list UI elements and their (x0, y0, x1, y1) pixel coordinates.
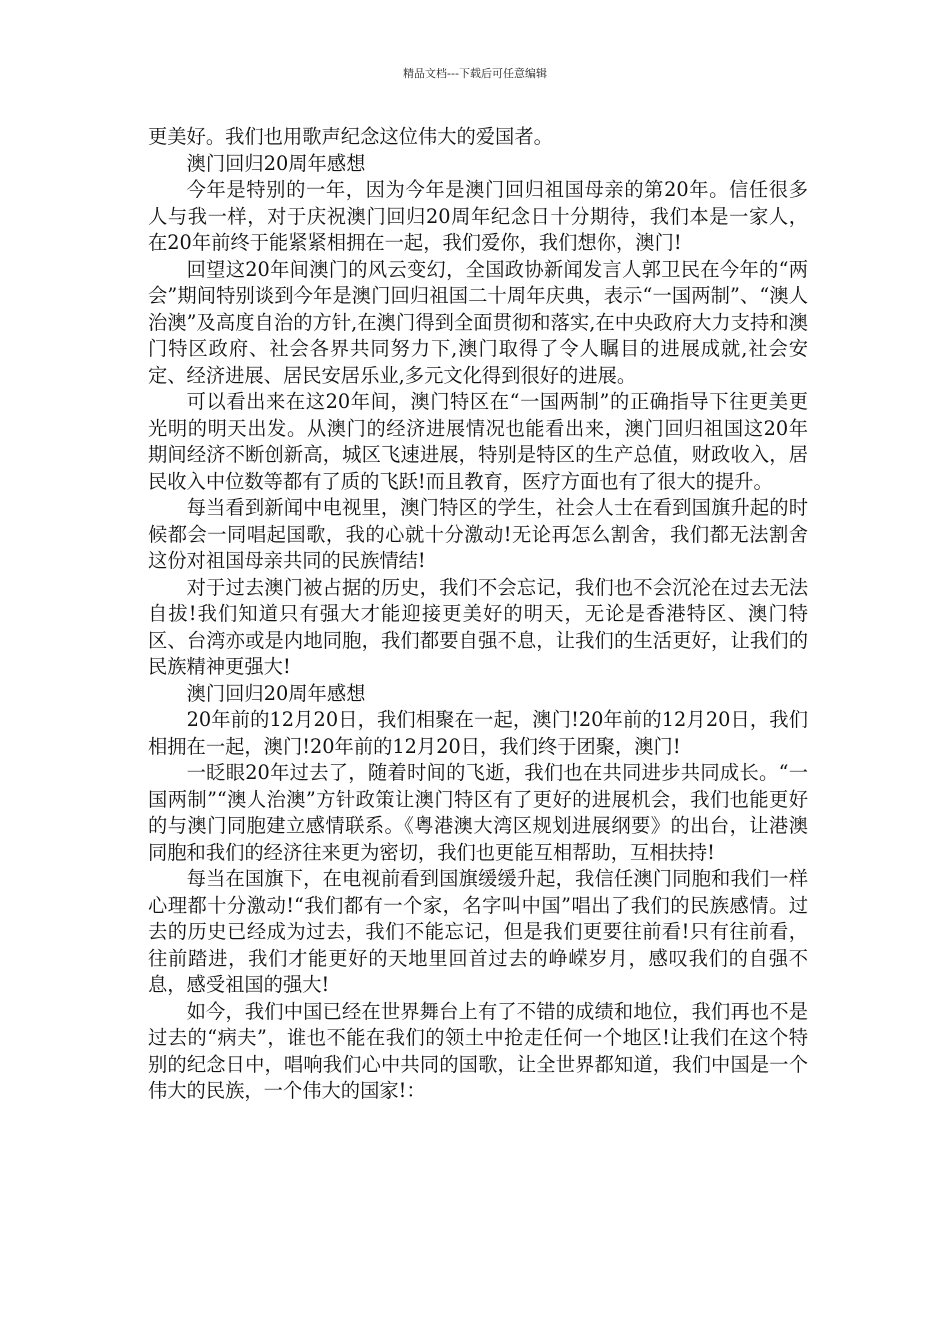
paragraph: 20年前的12月20日，我们相聚在一起，澳门!20年前的12月20日，我们相拥在一起，澳门!20年前的12月20日，我们终于团聚，澳门! (148, 708, 808, 758)
paragraph: 回望这20年间澳门的风云变幻，全国政协新闻发言人郭卫民在今年的“两会”期间特别谈到今年是澳门回归祖国二十周年庆典，表示“一国两制”、“澳人治澳”及高度自治的方针,在澳门得到全面贯彻和落实,在中央政府大力支持和澳门特区政府、社会各界共同努力下,澳门取得了令人瞩目的进展成就,社会安定、经济进展、居民安居乐业,多元文化得到很好的进展。 (148, 257, 808, 387)
paragraph-continuation: 更美好。我们也用歌声纪念这位伟大的爱国者。 (148, 125, 553, 148)
document-body (148, 124, 808, 1105)
section-title: 澳门回归20周年感想 (186, 681, 366, 705)
paragraph: 今年是特别的一年，因为今年是澳门回归祖国母亲的第20年。信任很多人与我一样，对于庆祝澳门回归20周年纪念日十分期待，我们本是一家人，在20年前终于能紧紧相拥在一起，我们爱你，我们想你，澳门! (148, 178, 808, 254)
paragraph: 一眨眼20年过去了，随着时间的飞逝，我们也在共同进步共同成长。“一国两制”“澳人治澳”方针政策让澳门特区有了更好的进展机会，我们也能更好的与澳门同胞建立感情联系。《粤港澳大湾区规划进展纲要》的出台，让港澳同胞和我们的经济往来更为密切，我们也更能互相帮助，互相扶持! (148, 761, 808, 864)
paragraph: 每当在国旗下，在电视前看到国旗缓缓升起，我信任澳门同胞和我们一样心理都十分激动!“我们都有一个家，名字叫中国”唱出了我们的民族感情。过去的历史已经成为过去，我们不能忘记，但是我们更要往前看!只有往前看，往前踏进，我们才能更好的天地里回首过去的峥嵘岁月，感叹我们的自强不息，感受祖国的强大! (148, 867, 808, 996)
paragraph: 对于过去澳门被占据的历史，我们不会忘记，我们也不会沉沦在过去无法自拔!我们知道只有强大才能迎接更美好的明天，无论是香港特区、澳门特区、台湾亦或是内地同胞，我们都要自强不息，让我们的生活更好，让我们的民族精神更强大! (148, 575, 808, 678)
section-title: 澳门回归20周年感想 (186, 151, 366, 175)
paragraph: 如今，我们中国已经在世界舞台上有了不错的成绩和地位，我们再也不是过去的“病夫”，谁也不能在我们的领土中抢走任何一个地区!让我们在这个特别的纪念日中，唱响我们心中共同的国歌，让全世界都知道，我们中国是一个伟大的民族，一个伟大的国家!： (148, 999, 808, 1102)
page-header: 精品文档---下载后可任意编辑 (403, 67, 547, 80)
paragraph: 可以看出来在这20年间，澳门特区在“一国两制”的正确指导下往更美更光明的明天出发。从澳门的经济进展情况也能看出来，澳门回归祖国这20年期间经济不断创新高，城区飞速进展，特别是特区的生产总值，财政收入，居民收入中位数等都有了质的飞跃!而且教育，医疗方面也有了很大的提升。 (148, 390, 808, 493)
paragraph: 每当看到新闻中电视里，澳门特区的学生，社会人士在看到国旗升起的时候都会一同唱起国歌，我的心就十分激动!无论再怎么割舍，我们都无法割舍这份对祖国母亲共同的民族情结! (148, 496, 808, 572)
